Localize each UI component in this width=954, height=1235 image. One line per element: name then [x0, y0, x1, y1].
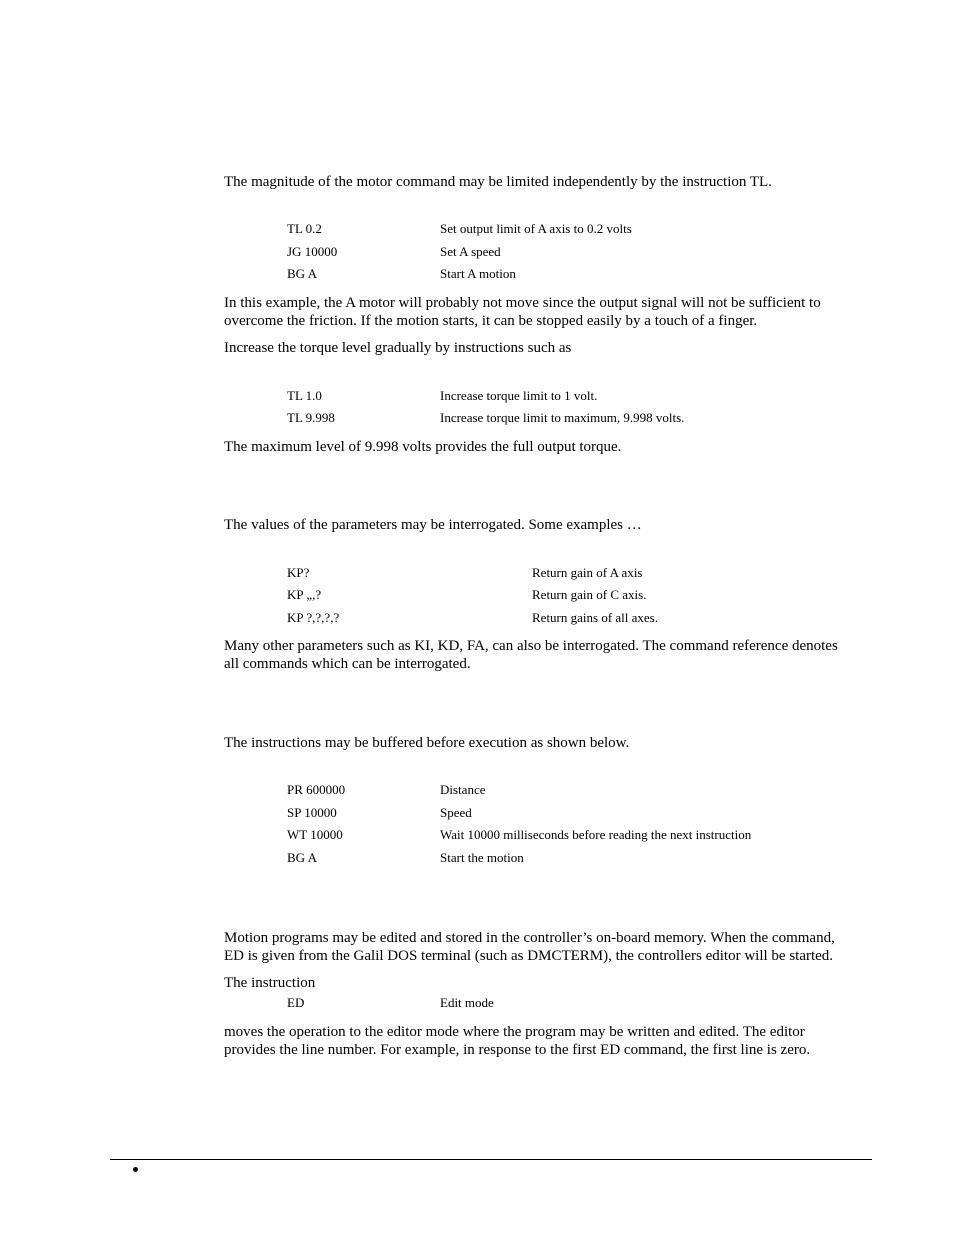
command-code: KP „,?: [287, 587, 322, 602]
command-code: ED: [287, 995, 305, 1010]
example-paragraph-line: In this example, the A motor will probably not move since the output signal will not be sufficient to: [224, 295, 821, 311]
command-description: Return gain of A axis: [532, 565, 643, 580]
editor-mode-paragraph-line: moves the operation to the editor mode where the program may be written and edited. The editor: [224, 1024, 805, 1040]
command-code: JG 10000: [287, 244, 338, 259]
increase-torque-text: Increase the torque level gradually by instructions such as: [224, 340, 572, 356]
editor-paragraph-line: ED is given from the Galil DOS terminal (such as DMCTERM), the controllers editor will be started.: [224, 948, 834, 964]
interrogation-note-line: all commands which can be interrogated.: [224, 656, 471, 672]
bullet-icon: [133, 1167, 138, 1172]
command-code: SP 10000: [287, 805, 337, 820]
command-description: Start the motion: [440, 850, 524, 865]
command-description: Set A speed: [440, 244, 501, 259]
command-description: Distance: [440, 782, 486, 797]
command-code: KP ?,?,?,?: [287, 610, 340, 625]
interrogation-note-line: Many other parameters such as KI, KD, FA, can also be interrogated. The command reference denotes: [224, 638, 838, 654]
command-code: TL 0.2: [287, 221, 322, 236]
example-paragraph-line: overcome the friction. If the motion starts, it can be stopped easily by a touch of a finger.: [224, 313, 758, 329]
command-code: TL 1.0: [287, 388, 322, 403]
command-code: WT 10000: [287, 827, 343, 842]
max-torque-text: The maximum level of 9.998 volts provides the full output torque.: [224, 439, 622, 455]
instruction-label: The instruction: [224, 975, 316, 991]
command-description: Start A motion: [440, 266, 516, 281]
command-code: PR 600000: [287, 782, 346, 797]
editor-mode-paragraph-line: provides the line number. For example, in response to the first ED command, the first line is zero.: [224, 1042, 811, 1058]
editor-paragraph-line: Motion programs may be edited and stored in the controller’s on-board memory. When the command,: [224, 930, 835, 946]
command-description: Set output limit of A axis to 0.2 volts: [440, 221, 632, 236]
command-code: TL 9.998: [287, 410, 335, 425]
command-description: Return gain of C axis.: [532, 587, 647, 602]
buffering-intro: The instructions may be buffered before execution as shown below.: [224, 735, 630, 751]
command-code: BG A: [287, 266, 317, 281]
command-code: KP?: [287, 565, 310, 580]
interrogation-intro: The values of the parameters may be interrogated. Some examples …: [224, 517, 642, 533]
footer-divider: [110, 1159, 872, 1160]
command-code: BG A: [287, 850, 317, 865]
command-description: Increase torque limit to 1 volt.: [440, 388, 598, 403]
command-description: Speed: [440, 805, 472, 820]
command-description: Return gains of all axes.: [532, 610, 658, 625]
command-description: Increase torque limit to maximum, 9.998 volts.: [440, 410, 685, 425]
command-description: Edit mode: [440, 995, 494, 1010]
command-description: Wait 10000 milliseconds before reading the next instruction: [440, 827, 752, 842]
torque-limit-intro: The magnitude of the motor command may be limited independently by the instruction TL.: [224, 174, 772, 190]
